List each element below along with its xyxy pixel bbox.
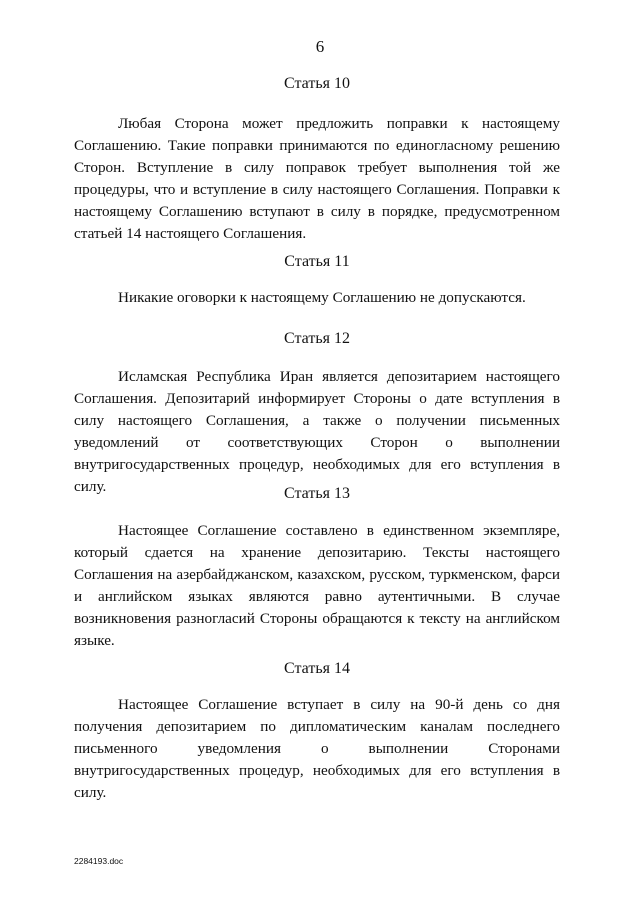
article-11-body: Никакие оговорки к настоящему Соглашению не допускаются. xyxy=(118,289,526,306)
file-name-footer: 2284193.doc xyxy=(74,856,124,866)
article-11 xyxy=(74,251,560,273)
article-14-body: Настоящее Соглашение вступает в силу на 90-й день со дня получения депозитарием по дипломатическим каналам последнего письменного уведомления о выполнении Сторонами внутригосударственных процедур, необходимых для его вступления в силу. xyxy=(74,696,560,801)
article-10-body-block xyxy=(74,113,560,245)
article-10-body: Любая Сторона может предложить поправки к настоящему Соглашению. Такие поправки принимаются по единогласному решению Сторон. Вступление в силу поправок требует выполнения той же процедуры, что и вступление в силу настоящего Соглашения. Поправки к настоящему Соглашению вступают в силу в порядке, предусмотренном статьей 14 настоящего Соглашения. xyxy=(74,115,560,242)
page-number: 6 xyxy=(315,37,325,56)
article-10-title: Статья 10 xyxy=(284,75,350,92)
article-13-body: Настоящее Соглашение составлено в единственном экземпляре, который сдается на хранение депозитарию. Тексты настоящего Соглашения на азербайджанском, казахском, русском, туркменском, фарси и английском языках являются равно аутентичными. В случае возникновения разногласий Стороны обращаются к тексту на английском языке. xyxy=(74,522,560,649)
article-14 xyxy=(74,658,560,680)
article-14-title: Статья 14 xyxy=(284,660,350,677)
article-12-title: Статья 12 xyxy=(284,330,350,347)
article-12-body: Исламская Республика Иран является депозитарием настоящего Соглашения. Депозитарий информирует Стороны о дате вступления в силу настоящего Соглашения, а также о получении письменных уведомлений от соответствующих Сторон о выполнении внутригосударственных процедур, необходимых для его вступления в силу. xyxy=(74,368,560,495)
article-11-body-block xyxy=(74,287,560,309)
article-10 xyxy=(74,73,560,95)
article-12-body-block xyxy=(74,366,560,498)
article-11-title: Статья 11 xyxy=(284,253,350,270)
article-14-body-block xyxy=(74,694,560,804)
article-13-body-block xyxy=(74,520,560,652)
article-12 xyxy=(74,328,560,350)
article-13 xyxy=(74,483,560,505)
article-13-title: Статья 13 xyxy=(284,485,350,502)
